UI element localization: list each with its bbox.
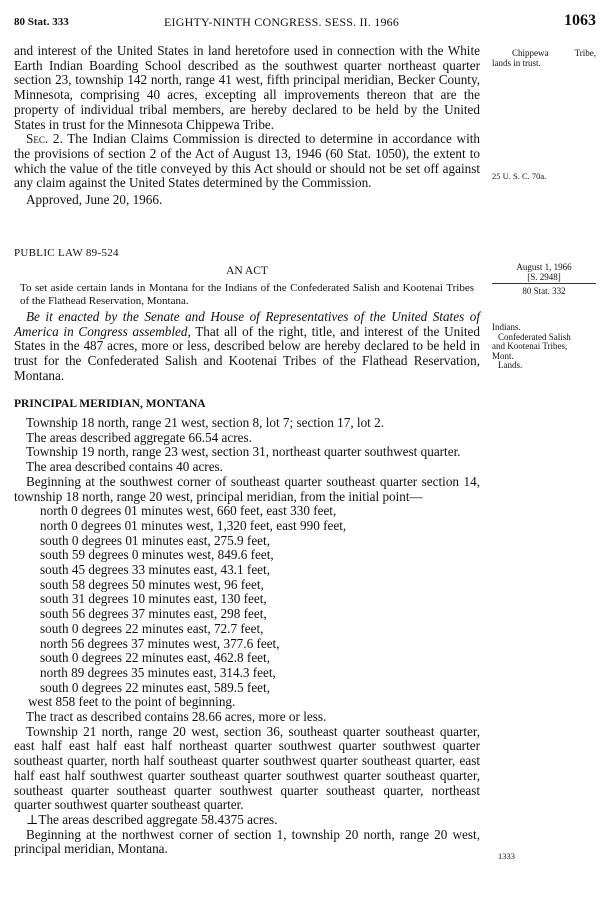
township-19-area: The area described contains 40 acres.: [26, 459, 223, 475]
meridian-title: PRINCIPAL MERIDIAN, MONTANA: [14, 398, 206, 410]
margin-indians-4: Mont.: [492, 350, 514, 361]
survey-courses: [14, 504, 480, 710]
land-descriptions: [14, 416, 480, 857]
course-line: north 89 degrees 35 minutes east, 314.3 feet,: [40, 664, 276, 680]
section-2-label: Sec. 2.: [26, 131, 63, 147]
township-21-area: ⊥The areas described aggregate 58.4375 acres.: [26, 811, 278, 827]
margin-date-2: [S. 2948]: [527, 272, 561, 282]
course-line: south 58 degrees 50 minutes west, 96 feet,: [40, 576, 264, 592]
header-citation: 80 Stat. 333: [14, 16, 69, 28]
margin-note-usc: 25 U. S. C. 70a.: [492, 171, 547, 181]
paragraph-white-earth: and interest of the United States in land heretofore used in connection with the White Earth Indian Boarding School described as the southwest quarter northeast quarter section 23, township 142 north, range 41 west, fifth principal meridian, Becker County, Minnesota, comprising 40 acres, excepting all improvements thereon that are the property of individual tribal members, are hereby declared to be held by the United States in trust for the Minnesota Chippewa Tribe.: [14, 43, 480, 132]
page-number: 1063: [564, 12, 596, 29]
margin-chippewa-2: lands in trust.: [492, 58, 541, 68]
approval-date: Approved, June 20, 1966.: [26, 192, 163, 208]
section-2: [14, 132, 480, 191]
township-21: Township 21 north, range 20 west, section 36, southeast quarter southeast quarter, east half east half east half northeast quarter southwest quarter southwest quarter southeast quarter, north half southeast quarter southwest quarter southeast quarter, east half east half southwest quarter southeast quarter southwest quarter southeast quarter, southeast quarter southeast quarter southwest quarter southeast quarter, northeast quarter southwest quarter southeast quarter.: [14, 723, 480, 813]
public-law-number: PUBLIC LAW 89-524: [14, 247, 119, 259]
enacting-formula: Be it enacted by the Senate and House of Representatives of the United States of America in Congress assembled,: [14, 309, 480, 339]
course-line: west 858 feet to the point of beginning.: [28, 694, 236, 710]
header-congress: EIGHTY-NINTH CONGRESS. SESS. II. 1966: [164, 15, 400, 29]
course-line: south 0 degrees 22 minutes east, 589.5 feet,: [40, 679, 270, 695]
act-heading: AN ACT: [226, 264, 268, 277]
enacting-paragraph: [14, 310, 480, 384]
township-18-area: The areas described aggregate 66.54 acres.: [26, 429, 252, 445]
public-law-block: [14, 246, 480, 308]
margin-indians-3: and Kootenai Tribes,: [492, 341, 568, 352]
page-header: [14, 12, 596, 34]
margin-chippewa-1: Chippewa Tribe,: [512, 48, 596, 58]
enacting-clause: [14, 310, 480, 384]
margin-indians-5: Lands.: [498, 360, 523, 371]
course-line: south 59 degrees 0 minutes west, 849.6 feet,: [40, 547, 274, 563]
course-line: north 0 degrees 01 minutes west, 660 feet, east 330 feet,: [40, 503, 337, 519]
margin-footer-mark: 1333: [498, 851, 515, 861]
course-line: south 31 degrees 10 minutes east, 130 feet,: [40, 591, 267, 607]
margin-note-indians: [492, 323, 596, 371]
township-19: Township 19 north, range 23 west, section 31, northeast quarter southwest quarter.: [26, 444, 461, 460]
course-line: north 0 degrees 01 minutes west, 1,320 feet, east 990 feet,: [40, 517, 347, 533]
final-beginning: Beginning at the northwest corner of section 1, township 20 north, range 20 west, principal meridian, Montana.: [14, 826, 480, 857]
margin-indians-1: Indians.: [492, 322, 521, 332]
course-line: south 0 degrees 22 minutes east, 462.8 feet,: [40, 650, 270, 666]
enacting-text: That all of the right, title, and interest of the United States in the 487 acres, more or less, described below are hereby declared to be held in trust for the Confederated Salish and Kootenai Tribes of the Flathead Reservation, Montana.: [14, 323, 480, 383]
margin-note-chippewa: [492, 48, 596, 68]
course-line: south 0 degrees 01 minutes east, 275.9 feet,: [40, 532, 270, 548]
chippewa-section: [14, 44, 480, 208]
tract-beginning: Beginning at the southwest corner of southeast quarter southeast quarter section 14, township 18 north, range 20 west, principal meridian, from the initial point—: [14, 473, 480, 504]
margin-indians-2: Confederated Salish: [498, 331, 571, 342]
meridian-heading: [14, 397, 480, 412]
course-line: south 45 degrees 33 minutes east, 43.1 feet,: [40, 562, 270, 578]
course-line: south 56 degrees 37 minutes east, 298 feet,: [40, 606, 267, 622]
tract-area: The tract as described contains 28.66 acres, more or less.: [26, 709, 327, 725]
section-2-text: The Indian Claims Commission is directed to determine in accordance with the provisions of section 2 of the Act of August 13, 1946 (60 Stat. 1050), the extent to which the value of the title conveyed by this Act should or should not be set off against any claim against the United States determined by the Commission.: [14, 131, 480, 191]
township-18: Township 18 north, range 21 west, section 8, lot 7; section 17, lot 2.: [26, 415, 385, 430]
margin-date-1: August 1, 1966: [516, 262, 572, 272]
course-line: south 0 degrees 22 minutes east, 72.7 feet,: [40, 620, 264, 636]
margin-stat: 80 Stat. 332: [492, 283, 596, 296]
course-line: north 56 degrees 37 minutes west, 377.6 feet,: [40, 635, 280, 651]
act-title: To set aside certain lands in Montana for the Indians of the Confederated Salish and Kootenai Tribes of the Flathead Reservation, Montana.: [20, 282, 474, 308]
margin-note-date: [492, 262, 596, 296]
